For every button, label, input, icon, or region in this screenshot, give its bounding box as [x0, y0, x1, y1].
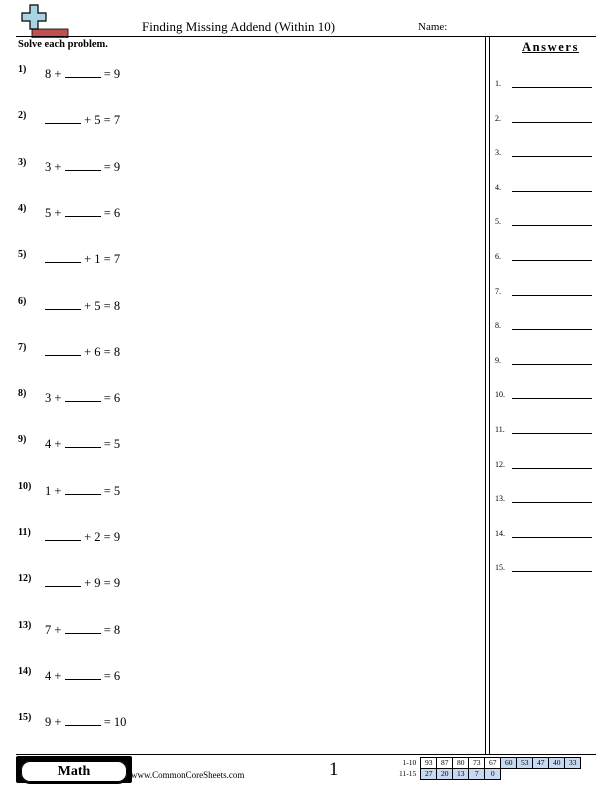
answer-number: 2.	[495, 113, 501, 123]
answer-item	[495, 494, 595, 508]
answer-item	[495, 287, 595, 301]
score-row	[397, 758, 581, 769]
expression-left: 3 +	[45, 391, 62, 406]
problem-expression	[45, 204, 120, 221]
problem-number: 15)	[18, 712, 32, 724]
problem-item	[18, 434, 318, 454]
problem-number: 2)	[18, 110, 27, 122]
problem-item	[18, 157, 318, 177]
answer-number: 10.	[495, 390, 505, 400]
problem-expression	[45, 482, 120, 499]
score-row	[397, 769, 581, 780]
problem-expression	[45, 111, 120, 128]
expression-right: = 6	[103, 205, 121, 220]
answer-blank[interactable]	[65, 65, 101, 78]
column-divider	[489, 36, 490, 754]
expression-right: = 8	[103, 622, 121, 637]
answer-item	[495, 148, 595, 162]
problem-expression	[45, 713, 126, 730]
score-cell: 80	[453, 758, 469, 769]
expression-right: = 5	[103, 437, 121, 452]
answer-blank[interactable]	[65, 621, 101, 634]
problem-item	[18, 388, 318, 408]
worksheet-title: Finding Missing Addend (Within 10)	[142, 19, 336, 34]
problem-number: 8)	[18, 388, 27, 400]
problem-item	[18, 203, 318, 223]
answer-number: 12.	[495, 459, 505, 469]
answer-item	[495, 114, 595, 128]
expression-right: + 9 = 9	[84, 576, 121, 591]
answer-blank[interactable]	[65, 435, 101, 448]
score-cell: 87	[437, 758, 453, 769]
expression-right: = 5	[103, 483, 121, 498]
answer-item	[495, 390, 595, 404]
problem-number: 14)	[18, 665, 32, 677]
expression-right: = 6	[103, 391, 121, 406]
answer-item	[495, 460, 595, 474]
score-range-label: 1-10	[402, 758, 417, 767]
problem-item	[18, 342, 318, 362]
math-badge: Math	[19, 759, 129, 784]
problem-expression	[45, 389, 120, 406]
problem-item	[18, 249, 318, 269]
problem-item	[18, 110, 318, 130]
expression-left: 3 +	[45, 159, 62, 174]
expression-right: + 1 = 7	[84, 252, 121, 267]
answer-item	[495, 356, 595, 370]
problem-number: 5)	[18, 249, 27, 261]
problem-number: 10)	[18, 480, 32, 492]
problem-number: 12)	[18, 573, 32, 585]
problem-item	[18, 481, 318, 501]
problem-item	[18, 573, 318, 593]
problem-number: 1)	[18, 64, 27, 75]
answer-number: 1.	[495, 79, 501, 88]
site-url: www.CommonCoreSheets.com	[131, 770, 245, 780]
problem-expression	[45, 250, 120, 267]
problem-number: 9)	[18, 434, 27, 446]
answer-blank[interactable]	[65, 389, 101, 402]
answer-number: 13.	[495, 494, 505, 504]
score-cell: 27	[421, 769, 437, 780]
score-cell: 67	[485, 758, 501, 769]
score-cell: 60	[501, 758, 517, 769]
answer-blank[interactable]	[45, 250, 81, 263]
answer-line[interactable]	[512, 260, 592, 261]
problem-expression	[45, 158, 120, 175]
problem-expression	[45, 65, 120, 82]
answer-item	[495, 529, 595, 543]
expression-right: + 6 = 8	[84, 344, 121, 359]
problem-expression	[45, 343, 120, 360]
problem-expression	[45, 667, 120, 684]
score-range-label: 11-15	[399, 769, 417, 778]
answer-number: 6.	[495, 252, 501, 261]
answer-item	[495, 321, 595, 335]
answer-item	[495, 217, 595, 231]
problem-number: 3)	[18, 156, 27, 168]
expression-left: 4 +	[45, 437, 62, 452]
problem-expression	[45, 574, 120, 591]
answer-line[interactable]	[512, 156, 592, 157]
problem-expression	[45, 621, 120, 638]
answer-blank[interactable]	[45, 297, 81, 310]
answer-item	[495, 79, 595, 93]
problem-number: 4)	[18, 202, 27, 214]
answer-line[interactable]	[512, 87, 592, 88]
name-label: Name:	[418, 21, 448, 33]
problem-item	[18, 296, 318, 316]
problem-item	[18, 620, 318, 640]
answer-item	[495, 425, 595, 439]
answer-blank[interactable]	[65, 667, 101, 680]
score-cell: 53	[517, 758, 533, 769]
answer-line[interactable]	[512, 191, 592, 192]
answer-blank[interactable]	[45, 343, 81, 356]
header-divider	[16, 36, 596, 37]
answer-number: 3.	[495, 148, 501, 158]
answer-item	[495, 183, 595, 197]
answer-line[interactable]	[512, 225, 592, 226]
problem-expression	[45, 435, 120, 452]
problem-expression	[45, 528, 120, 545]
problem-item	[18, 64, 318, 84]
expression-right: + 2 = 9	[84, 530, 121, 544]
answer-number: 9.	[495, 355, 501, 365]
expression-left: 8 +	[45, 67, 62, 81]
problem-number: 11)	[18, 527, 31, 538]
expression-right: = 10	[103, 715, 127, 730]
answer-item	[495, 252, 595, 266]
answer-line[interactable]	[512, 537, 592, 538]
problem-item	[18, 712, 318, 732]
answers-title: Answers	[522, 40, 580, 54]
expression-right: + 5 = 7	[84, 113, 121, 128]
problem-item	[18, 666, 318, 686]
expression-left: 5 +	[45, 205, 62, 220]
answer-item	[495, 563, 595, 577]
score-cell: 7	[469, 769, 485, 780]
expression-left: 9 +	[45, 715, 62, 730]
answer-line[interactable]	[512, 433, 592, 434]
answer-line[interactable]	[512, 468, 592, 469]
answer-line[interactable]	[512, 295, 592, 296]
answer-line[interactable]	[512, 329, 592, 330]
answer-number: 8.	[495, 321, 501, 331]
score-cell: 73	[469, 758, 485, 769]
problem-expression	[45, 297, 120, 314]
page-number: 1	[329, 759, 339, 780]
expression-right: = 9	[103, 159, 121, 174]
answer-blank[interactable]	[45, 574, 81, 587]
answer-number: 5.	[495, 217, 501, 227]
expression-left: 1 +	[45, 483, 62, 498]
expression-left: 4 +	[45, 668, 62, 683]
score-cell: 47	[533, 758, 549, 769]
expression-right: = 9	[103, 67, 121, 81]
score-cell: 33	[565, 758, 581, 769]
score-cell: 0	[485, 769, 501, 780]
problem-number: 6)	[18, 295, 27, 307]
plus-logo-icon	[16, 4, 70, 38]
answer-blank[interactable]	[45, 111, 81, 124]
problem-number: 13)	[18, 619, 32, 631]
answer-number: 15.	[495, 563, 505, 573]
answer-number: 14.	[495, 528, 505, 538]
answer-line[interactable]	[512, 364, 592, 365]
expression-right: = 6	[103, 668, 121, 683]
footer-divider	[16, 754, 596, 755]
problem-number: 7)	[18, 341, 27, 353]
expression-right: + 5 = 8	[84, 298, 121, 313]
column-divider	[485, 36, 486, 754]
answer-line[interactable]	[512, 502, 592, 503]
answer-blank[interactable]	[65, 713, 101, 726]
answer-line[interactable]	[512, 398, 592, 399]
score-table	[397, 757, 581, 780]
expression-left: 7 +	[45, 622, 62, 637]
score-cell: 13	[453, 769, 469, 780]
score-cell: 93	[421, 758, 437, 769]
instructions: Solve each problem.	[18, 39, 108, 50]
answer-blank[interactable]	[65, 158, 101, 171]
answer-blank[interactable]	[65, 204, 101, 217]
answer-line[interactable]	[512, 122, 592, 123]
problem-item	[18, 527, 318, 547]
answer-number: 7.	[495, 286, 501, 296]
score-cell: 40	[549, 758, 565, 769]
answer-line[interactable]	[512, 571, 592, 572]
answer-number: 11.	[495, 425, 505, 434]
answer-blank[interactable]	[65, 482, 101, 495]
score-cell: 20	[437, 769, 453, 780]
answer-number: 4.	[495, 182, 501, 192]
answer-blank[interactable]	[45, 528, 81, 541]
